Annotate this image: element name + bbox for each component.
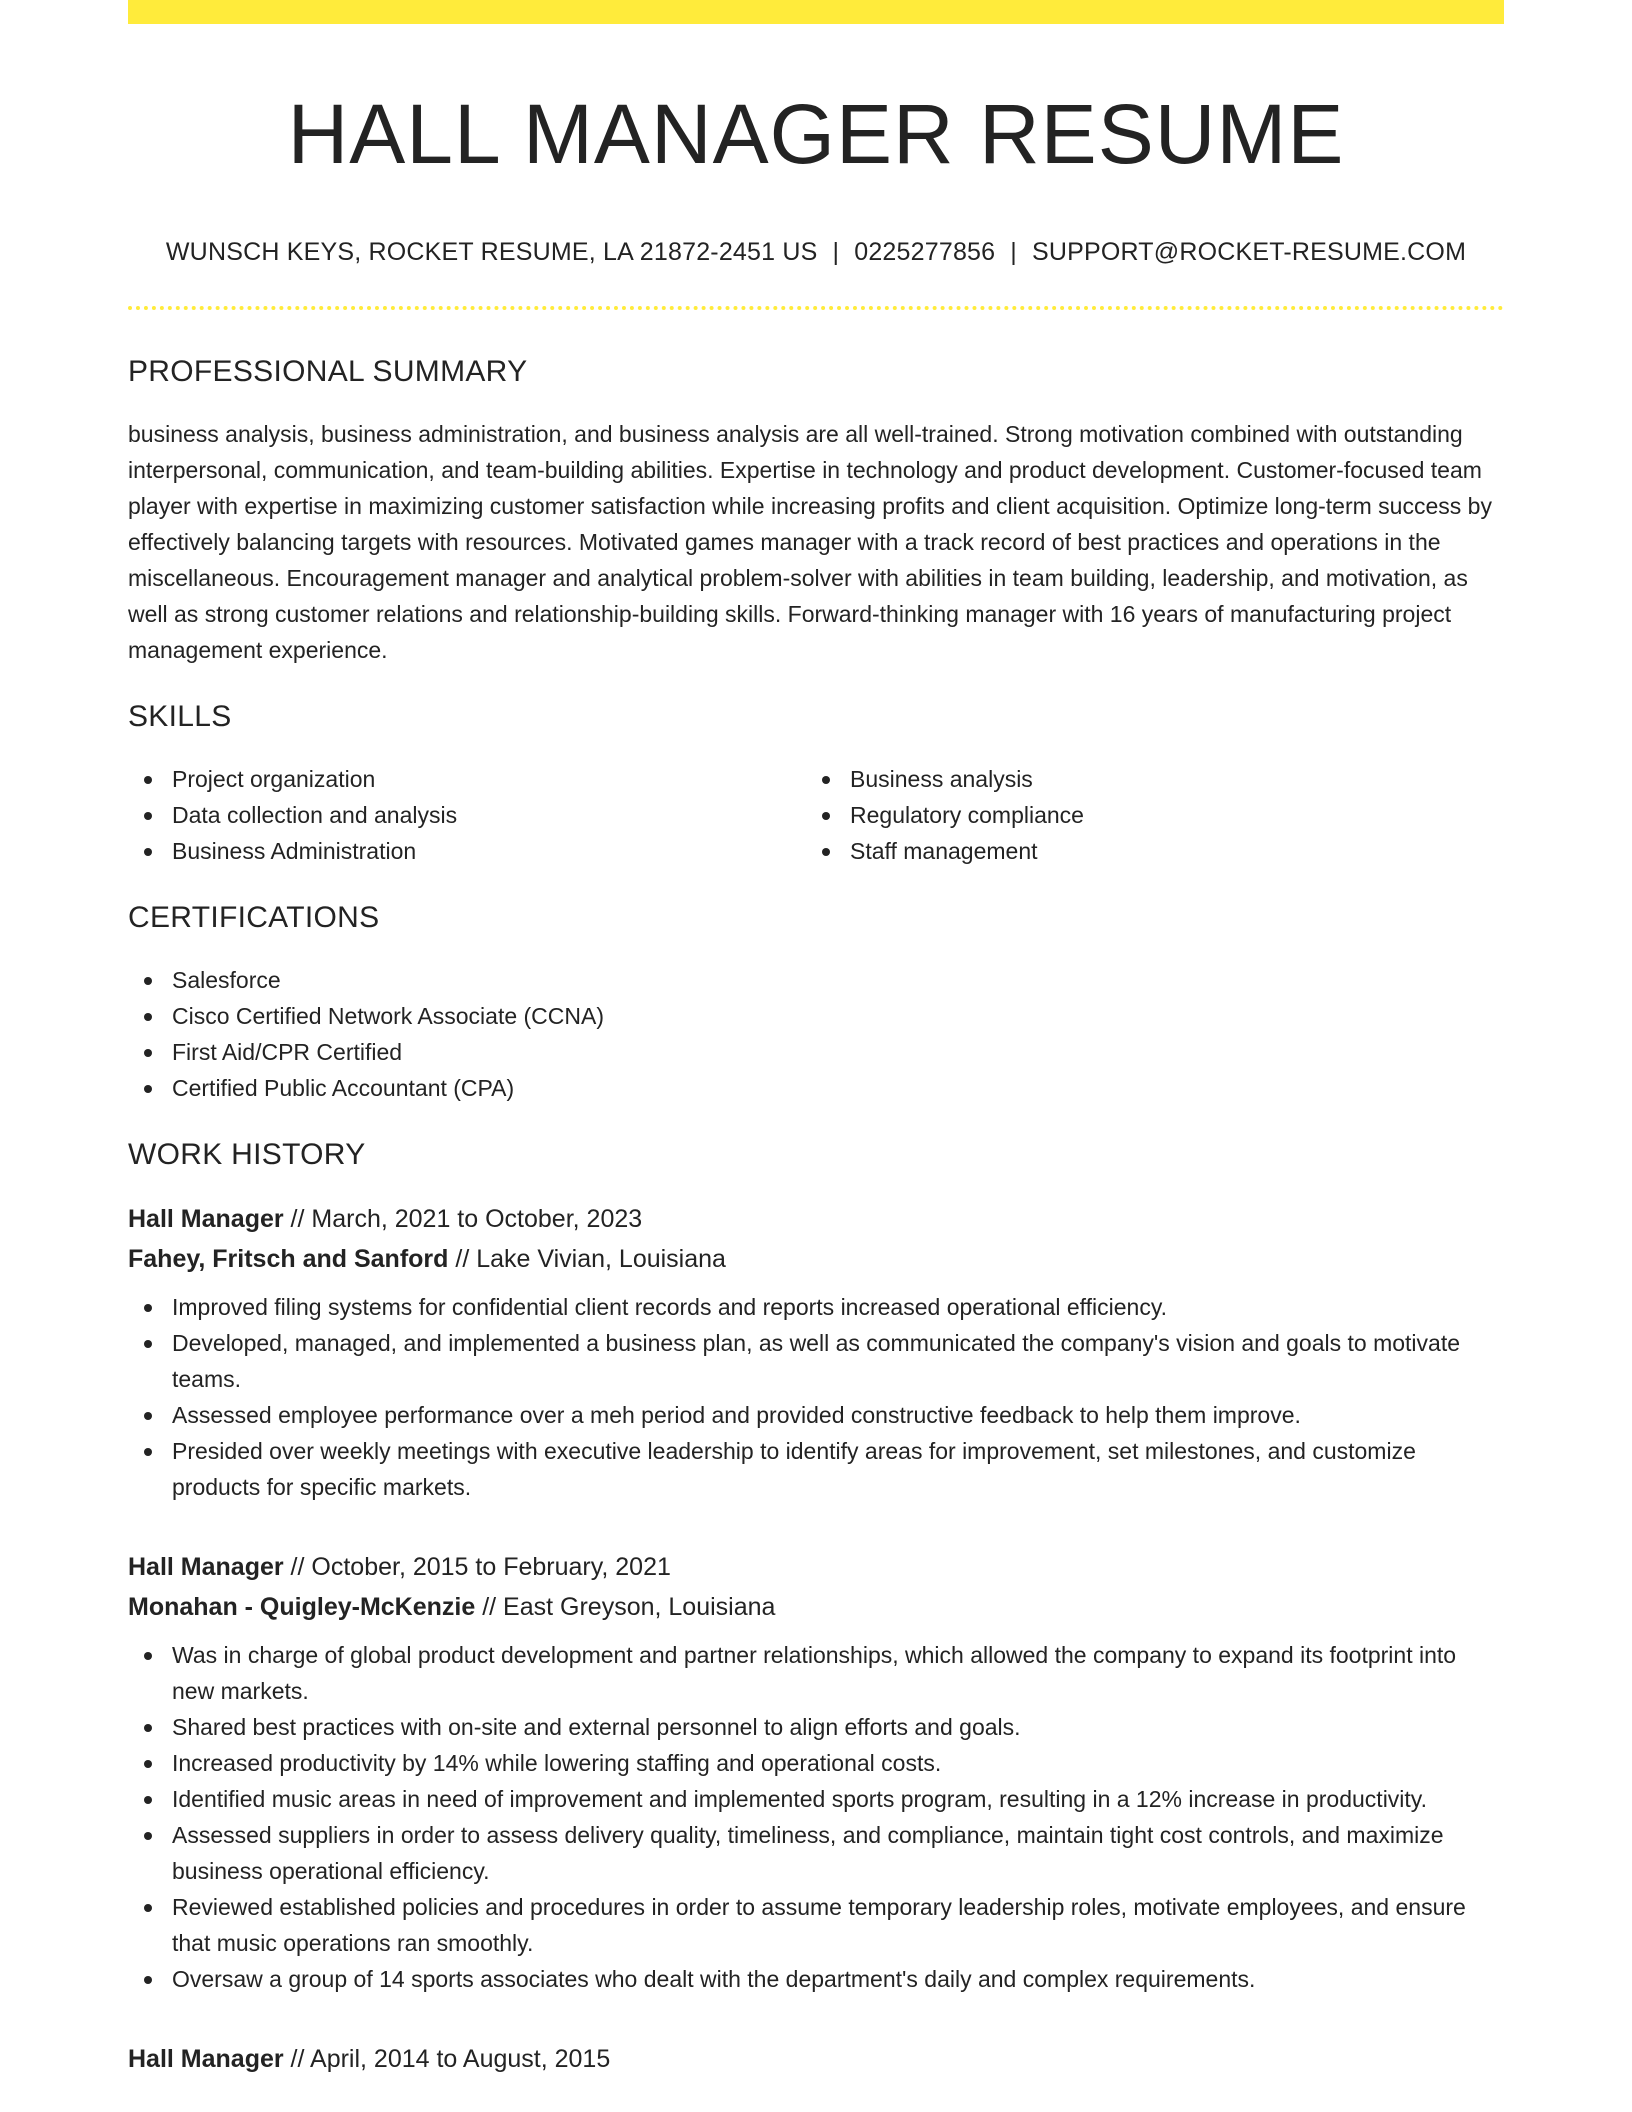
job-title-line [128,1547,1504,1587]
job-company: Monahan - Quigley-McKenzie [128,1593,476,1621]
certifications-heading: CERTIFICATIONS [128,901,380,934]
job-company: Fahey, Fritsch and Sanford [128,1245,449,1273]
job-location: // Lake Vivian, Louisiana [448,1245,726,1273]
job-title-line [128,2039,1504,2079]
contact-phone: 0225277856 [854,238,996,266]
job-entry [128,2039,1504,2079]
skill-item: Project organization [128,761,806,797]
contact-separator: | [1010,238,1017,266]
skill-item: Data collection and analysis [128,797,806,833]
work-history-heading: WORK HISTORY [128,1138,366,1171]
job-entry [128,1547,1504,1997]
top-accent-bar [128,0,1504,24]
skills-list-right [806,761,1484,869]
certification-item: Salesforce [128,962,1504,998]
job-duty: Reviewed established policies and procedures in order to assume temporary leadership roles, motivate employees, and ensure that music operations ran smoothly. [128,1889,1504,1961]
job-dates: // March, 2021 to October, 2023 [283,1205,643,1233]
job-duties-list [128,1637,1504,1997]
contact-email: SUPPORT@ROCKET-RESUME.COM [1031,238,1467,266]
skills-list-left [128,761,806,869]
contact-address: WUNSCH KEYS, ROCKET RESUME, LA 21872-2451 US [165,238,818,266]
skill-item: Regulatory compliance [806,797,1484,833]
skills-heading: SKILLS [128,700,232,733]
skill-item: Business analysis [806,761,1484,797]
skills-columns [128,761,1504,869]
skill-item: Business Administration [128,833,806,869]
job-title: Hall Manager [128,1205,284,1233]
dotted-divider [128,306,1504,310]
job-title: Hall Manager [128,2045,284,2073]
skill-item: Staff management [806,833,1484,869]
resume-title: HALL MANAGER RESUME [287,87,1345,181]
job-dates: // October, 2015 to February, 2021 [283,1553,671,1581]
job-duty: Developed, managed, and implemented a business plan, as well as communicated the company's vision and goals to motivate teams. [128,1325,1504,1397]
job-duty: Oversaw a group of 14 sports associates who dealt with the department's daily and complex requirements. [128,1961,1504,1997]
summary-text: business analysis, business administration, and business analysis are all well-trained. Strong motivation combined with outstanding interpersonal, communication, and team-building abilities. Expertise in technology and product development. Customer-focused team player with expertise in maximizing customer satisfaction while increasing profits and client acquisition. Optimize long-term success by effectively balancing targets with resources. Motivated games manager with a track record of best practices and operations in the miscellaneous. Encouragement manager and analytical problem-solver with abilities in team building, leadership, and motivation, as well as strong customer relations and relationship-building skills. Forward-thinking manager with 16 years of manufacturing project management experience. [128,421,1492,663]
job-title-line [128,1199,1504,1239]
job-duty: Increased productivity by 14% while lowering staffing and operational costs. [128,1745,1504,1781]
job-duty: Shared best practices with on-site and external personnel to align efforts and goals. [128,1709,1504,1745]
summary-heading: PROFESSIONAL SUMMARY [128,355,528,388]
job-duty: Assessed suppliers in order to assess delivery quality, timeliness, and compliance, maintain tight cost controls, and maximize business operational efficiency. [128,1817,1504,1889]
job-company-line [128,1239,1504,1279]
job-entry [128,1199,1504,1505]
job-duties-list [128,1289,1504,1505]
job-duty: Improved filing systems for confidential client records and reports increased operational efficiency. [128,1289,1504,1325]
job-location: // East Greyson, Louisiana [475,1593,776,1621]
certification-item: Certified Public Accountant (CPA) [128,1070,1504,1106]
resume-page [128,0,1504,2079]
certification-item: Cisco Certified Network Associate (CCNA) [128,998,1504,1034]
job-dates: // April, 2014 to August, 2015 [283,2045,611,2073]
job-duty: Identified music areas in need of improvement and implemented sports program, resulting in a 12% increase in productivity. [128,1781,1504,1817]
job-duty: Assessed employee performance over a meh period and provided constructive feedback to help them improve. [128,1397,1504,1433]
job-title: Hall Manager [128,1553,284,1581]
contact-separator: | [832,238,840,266]
certifications-list [128,962,1504,1106]
job-duty: Was in charge of global product development and partner relationships, which allowed the company to expand its footprint into new markets. [128,1637,1504,1709]
job-duty: Presided over weekly meetings with executive leadership to identify areas for improvement, set milestones, and customize products for specific markets. [128,1433,1504,1505]
contact-line [128,236,1504,268]
certification-item: First Aid/CPR Certified [128,1034,1504,1070]
job-company-line [128,1587,1504,1627]
